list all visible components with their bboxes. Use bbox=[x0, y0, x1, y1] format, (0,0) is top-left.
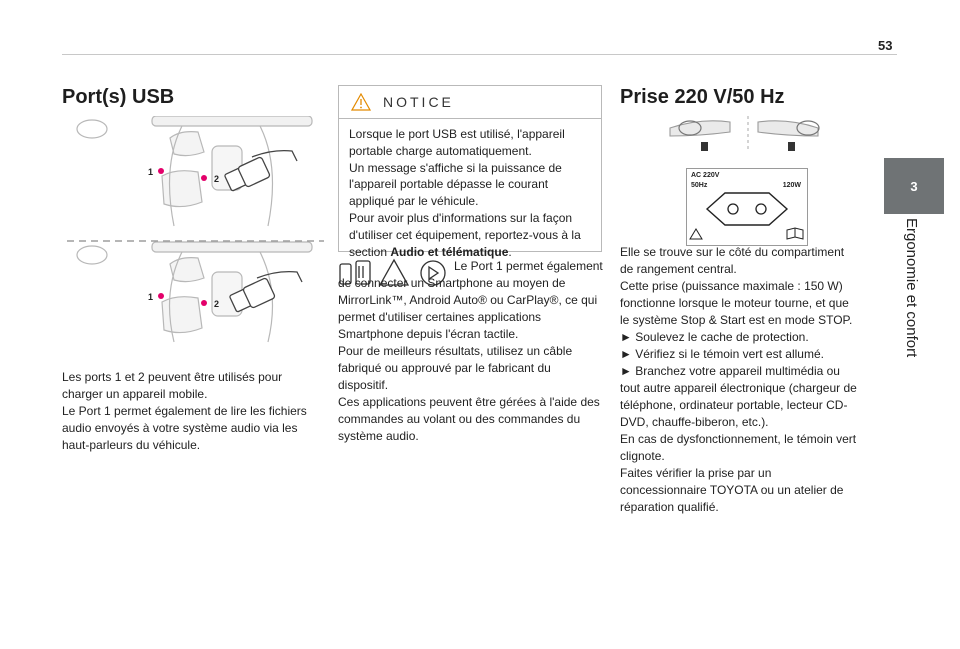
warning-triangle-icon bbox=[351, 93, 371, 111]
socket-step: ► Soulevez le cache de protection. bbox=[620, 330, 809, 344]
mirrorlink-paragraph: Le Port 1 permet également de connecter un Smartphone au moyen de MirrorLink™, Android Auto® ou CarPlay®, ce qui permet d'utiliser certaines applications Smartphone depuis l'écran tactile. bbox=[338, 259, 603, 341]
socket-paragraph: En cas de dysfonctionnement, le témoin vert clignote. bbox=[620, 432, 857, 463]
dashboard-figure bbox=[668, 114, 828, 154]
notice-body bbox=[339, 119, 601, 260]
chapter-number: 3 bbox=[910, 178, 918, 194]
socket-paragraph: Cette prise (puissance maximale : 150 W) fonctionne lorsque le moteur tourne, et que le système Stop & Start est en mode STOP. bbox=[620, 279, 853, 327]
socket-step: ► Vérifiez si le témoin vert est allumé. bbox=[620, 347, 824, 361]
socket-outline bbox=[707, 193, 787, 225]
notice-line: Lorsque le port USB est utilisé, l'appareil portable charge automatiquement. bbox=[349, 127, 565, 158]
port2-marker bbox=[201, 300, 207, 306]
usb-figure bbox=[62, 116, 327, 346]
manual-book-icon bbox=[787, 228, 803, 239]
notice-header bbox=[339, 86, 601, 119]
socket-hole bbox=[728, 204, 738, 214]
port2-label: 2 bbox=[214, 174, 220, 184]
chapter-tab[interactable] bbox=[884, 158, 944, 214]
car-interior-top bbox=[77, 116, 312, 226]
socket-title: Prise 220 V/50 Hz bbox=[620, 86, 785, 108]
usb-paragraph: Les ports 1 et 2 peuvent être utilisés pour charger un appareil mobile. bbox=[62, 370, 283, 401]
socket-figure bbox=[686, 168, 808, 246]
notice-period: . bbox=[508, 244, 512, 259]
mirrorlink-paragraph: Ces applications peuvent être gérées à l'aide des commandes au volant ou des commandes du système audio. bbox=[338, 395, 600, 443]
notice-box bbox=[338, 85, 602, 259]
chapter-title: Ergonomie et confort bbox=[903, 218, 920, 358]
notice-title: NOTICE bbox=[383, 94, 454, 110]
socket-hole bbox=[756, 204, 766, 214]
usb-paragraph: Le Port 1 permet également de lire les fichiers audio envoyés à votre système audio via les haut-parleurs du véhicule. bbox=[62, 404, 307, 452]
usb-title: Port(s) USB bbox=[62, 86, 175, 108]
port1-label: 1 bbox=[148, 292, 154, 302]
socket-step: ► Branchez votre appareil multimédia ou tout autre appareil électronique (chargeur de téléphone, ordinateur portable, lecteur CD-DVD, chauffe-biberon, etc.). bbox=[620, 364, 857, 429]
socket-paragraph: Faites vérifier la prise par un concessionnaire TOYOTA ou un atelier de réparation qualifié. bbox=[620, 466, 844, 514]
usb-description bbox=[62, 369, 324, 454]
socket-label-hz: 50Hz bbox=[691, 182, 708, 189]
header-rule bbox=[62, 54, 897, 55]
warning-triangle-icon bbox=[690, 229, 702, 239]
port1-marker bbox=[158, 168, 164, 174]
socket-label-w: 120W bbox=[782, 182, 801, 189]
notice-reference-text: Pour avoir plus d'informations sur la façon d'utiliser cet équipement, reportez-vous à la section bbox=[349, 210, 581, 259]
socket-label-ac: AC 220V bbox=[691, 172, 720, 179]
mirrorlink-text bbox=[338, 258, 603, 445]
page-number: 53 bbox=[878, 38, 893, 53]
port2-marker bbox=[201, 175, 207, 181]
port2-label: 2 bbox=[214, 299, 220, 309]
socket-paragraph: Elle se trouve sur le côté du compartiment de rangement central. bbox=[620, 245, 845, 276]
mirrorlink-paragraph: Pour de meilleurs résultats, utilisez un câble fabriqué ou approuvé par le fabricant du dispositif. bbox=[338, 344, 573, 392]
port1-label: 1 bbox=[148, 167, 154, 177]
notice-line bbox=[349, 210, 592, 260]
port1-marker bbox=[158, 293, 164, 299]
car-interior-bottom bbox=[77, 242, 312, 342]
socket-description bbox=[620, 244, 860, 516]
notice-line: Un message s'affiche si la puissance de l'appareil portable dépasse le courant appliqué par le véhicule. bbox=[349, 160, 562, 209]
notice-section-link[interactable]: Audio et télématique bbox=[390, 244, 509, 259]
